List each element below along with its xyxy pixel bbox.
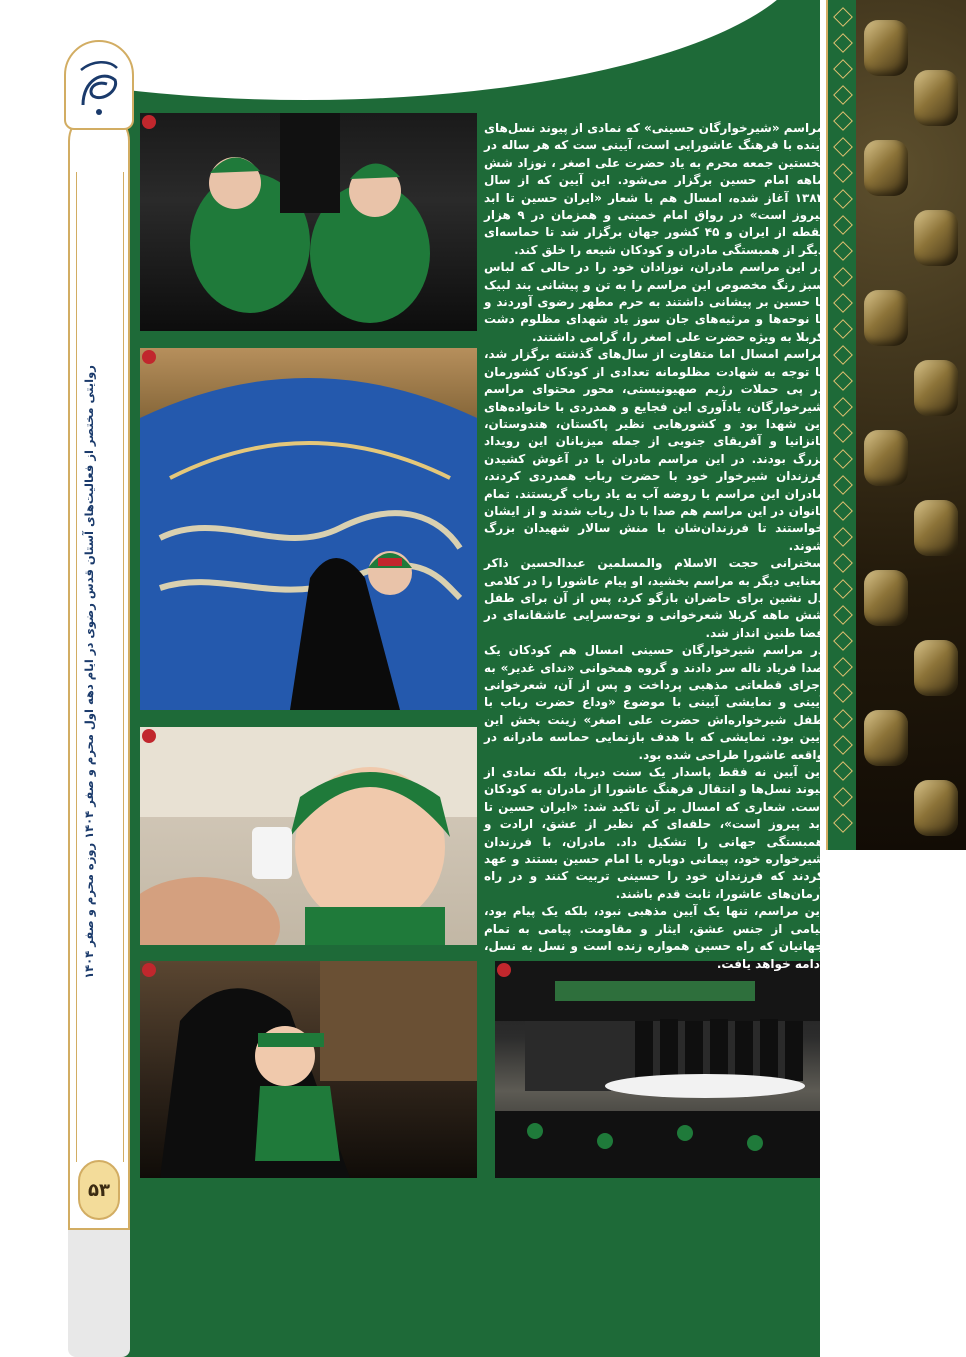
article-paragraph: این آیین نه فقط پاسدار یک سنت دیرپا، بلکه نمادی از پیوند نسل‌ها و انتقال فرهنگ عاشورا از مادران به کودکان است. شعاری که امسال بر آن تاکید شد: «ایران حسین تا ابد پیروز است»، حلقه‌ای کم نظیر از عشق، ارادت و همبستگی جهانی را تشکیل داد. مادران، با فرزندان شیرخواره خود، پیمانی دوباره با امام حسین بستند و عهد کردند که فرزندان خود را حسینی تربیت کنند و در راه آرمان‌های عاشورا، ثابت قدم باشند. <box>484 765 824 901</box>
diamond-ornament-icon <box>833 683 853 703</box>
photo-infants-in-green <box>140 113 477 331</box>
diamond-ornament-icon <box>833 319 853 339</box>
brass-knob <box>864 290 908 346</box>
diamond-ornament-icon <box>833 657 853 677</box>
diamond-ornament-icon <box>833 189 853 209</box>
spine-strip <box>68 110 130 1230</box>
diamond-ornament-icon <box>833 85 853 105</box>
diamond-ornament-icon <box>833 397 853 417</box>
brass-knob <box>914 70 958 126</box>
brass-knob <box>864 140 908 196</box>
running-head: روایتی مختصر از فعالیت‌های آستان قدس رضوی در ایام دهه اول محرم و صفر ۱۴۰۴ روزه محرم و صفر ۱۴۰۴ <box>82 365 96 979</box>
brass-knob <box>914 360 958 416</box>
photo-mother-tile-wall <box>140 348 477 710</box>
diamond-ornament-icon <box>833 735 853 755</box>
photo-tile-illustration <box>140 348 477 710</box>
article-body <box>484 120 824 971</box>
diamond-ornament-icon <box>833 449 853 469</box>
diamond-ornament-icon <box>833 761 853 781</box>
brass-knob <box>864 430 908 486</box>
diamond-ornament-icon <box>833 7 853 27</box>
page-number: ۵۳ <box>78 1160 120 1220</box>
diamond-ornament-icon <box>833 137 853 157</box>
photo-corner-mark <box>142 115 156 129</box>
diamond-ornament-icon <box>833 111 853 131</box>
diamond-ornament-icon <box>833 241 853 261</box>
diamond-ornament-icon <box>833 345 853 365</box>
photo-mother-baby-illustration <box>140 961 477 1178</box>
photo-choir-illustration <box>495 961 820 1178</box>
photo-infants-illustration <box>140 113 477 331</box>
photo-baby-cup-illustration <box>140 727 477 945</box>
diamond-ornament-icon <box>833 423 853 443</box>
brass-knob <box>914 210 958 266</box>
photo-mother-carrying-baby <box>140 961 477 1178</box>
brass-knob <box>864 710 908 766</box>
article-paragraph: مراسم امسال اما متفاوت از سال‌های گذشته برگزار شد، با توجه به شهادت مظلومانه تعدادی از کودکان کشورمان در پی حملات رژیم صهیونیستی، محور محتوای مراسم شیرخوارگان، یادآوری این فجایع و همدردی با خانواده‌های این شهدا بود و کشورهایی نظیر پاکستان، هندوستان، تانزانیا و آفریقای جنوبی از جمله میزبانان این رویداد بزرگ بودند. در این مراسم مادران با در آغوش کشیدن فرزندان شیرخوار خود با حضرت رباب همدردی کردند، مادران این مراسم با روضه آب به یاد رباب گریستند. تمام بانوان در این مراسم هم صدا با دل رباب شدند و از ایشان خواستند تا فرزندان‌شان با منش سالار شهیدان بزرگ شوند. <box>484 347 824 553</box>
diamond-ornament-icon <box>833 33 853 53</box>
diamond-ornament-icon <box>833 501 853 521</box>
photo-corner-mark <box>142 963 156 977</box>
diamond-ornament-icon <box>833 553 853 573</box>
diamond-ornament-icon <box>833 631 853 651</box>
diamond-ornament-icon <box>833 813 853 833</box>
brass-knob <box>864 570 908 626</box>
diamond-ornament-icon <box>833 787 853 807</box>
diamond-ornament-icon <box>833 527 853 547</box>
diamond-ornament-icon <box>833 267 853 287</box>
diamond-ornament-icon <box>833 475 853 495</box>
calligraphy-logo-icon <box>73 50 125 120</box>
diamond-ornament-icon <box>833 579 853 599</box>
article-paragraph: مراسم «شیرخوارگان حسینی» که نمادی از پیوند نسل‌های آینده با فرهنگ عاشورایی است، آیینی ست که هر ساله در نخستین جمعه محرم به یاد حضرت علی اصغر ، نوزاد شش ماهه امام حسین برگزار می‌شود. این آیین که از سال ۱۳۸۲ آغاز شده، امسال هم با شعار «ایران حسین تا ابد پیروز است» در رواق امام خمینی و همزمان در ۹ هزار نقطه از ایران و ۴۵ کشور جهان برگزار شد تا حماسه‌ای دیگر از همبستگی مادران و کودکان شیعه را خلق کند. <box>484 121 824 257</box>
diamond-ornament-icon <box>833 215 853 235</box>
article-paragraph: این مراسم، تنها یک آیین مذهبی نبود، بلکه یک پیام بود، پیامی از جنس عشق، ایثار و مقاومت. پیامی به تمام جهانیان که راه حسین همواره زنده است و نسل به نسل، ادامه خواهد یافت. <box>484 904 824 971</box>
shrine-grille-photo <box>856 0 966 850</box>
photo-baby-with-cup <box>140 727 477 945</box>
diamond-ornament-icon <box>833 371 853 391</box>
photo-corner-mark <box>142 350 156 364</box>
article-paragraph: سخنرانی حجت الاسلام والمسلمین عبدالحسین ذاکر معنایی دیگر به مراسم بخشید، او پیام عاشورا را در کلامی دل نشین برای حاضران بازگو کرد، پس از آن برای طفل شش ماهه کربلا شعرخوانی و نوحه‌سرایی عاشقانه‌ای در فضا طنین انداز شد. <box>484 556 824 640</box>
brass-knob <box>914 640 958 696</box>
diamond-ornament-icon <box>833 293 853 313</box>
article-paragraph: در این مراسم مادران، نوزادان خود را در حالی که لباس سبز رنگ مخصوص این مراسم را به تن و پیشانی بند لبیک یا حسین بر پیشانی داشتند به حرم مطهر رضوی آوردند و با نوحه‌ها و مرثیه‌های جان سوز یاد شهدای مظلوم دشت کربلا به ویژه حضرت علی اصغر را، گرامی داشتند. <box>484 260 824 344</box>
magazine-logo <box>64 40 134 130</box>
ornament-strip <box>826 0 858 850</box>
article-paragraph: در مراسم شیرخوارگان حسینی امسال هم کودکان یک صدا فریاد ناله سر دادند و گروه همخوانی «ندای غدیر» به اجرای قطعاتی مذهبی پرداخت و پس از آن، شعرخوانی آیینی و نمایشی آیینی با موضوع «وداع حضرت رباب با طفل شیرخواره‌اش حضرت علی اصغر» زینت بخش این آیین بود. نمایشی که با هدف بازنمایی حماسه مادرانه در واقعه عاشورا طراحی شده بود. <box>484 643 824 762</box>
diamond-ornament-icon <box>833 605 853 625</box>
diamond-ornament-icon <box>833 163 853 183</box>
photo-children-choir <box>495 961 820 1178</box>
photo-corner-mark <box>142 729 156 743</box>
diamond-ornament-icon <box>833 59 853 79</box>
brass-knob <box>864 20 908 76</box>
left-spine <box>60 40 138 1357</box>
spine-foot <box>68 1230 130 1357</box>
brass-knob <box>914 780 958 836</box>
brass-knob <box>914 500 958 556</box>
diamond-ornament-icon <box>833 709 853 729</box>
